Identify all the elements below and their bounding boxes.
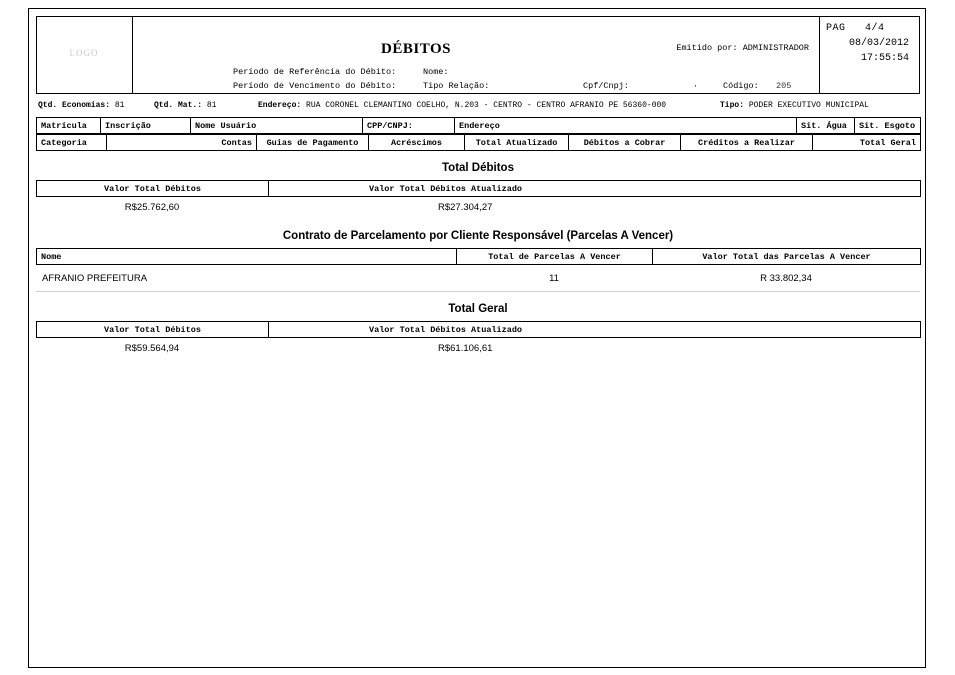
col-guias-pagamento: Guias de Pagamento bbox=[257, 135, 369, 151]
table-row bbox=[37, 322, 921, 338]
col-categoria: Categoria bbox=[37, 135, 107, 151]
total-geral-value-1: R$59.564,94 bbox=[124, 343, 180, 354]
tipo-label: Tipo: bbox=[720, 101, 745, 110]
company-logo-icon: LOGO bbox=[69, 48, 99, 58]
qtd-mat-value: 81 bbox=[206, 101, 217, 110]
col-total-geral: Total Geral bbox=[813, 135, 921, 151]
columns-header-row-2 bbox=[36, 134, 921, 151]
nome-label: Nome: bbox=[423, 67, 449, 77]
col-sit-agua: Sit. Água bbox=[797, 118, 855, 134]
section-title-contrato: Contrato de Parcelamento por Cliente Responsável (Parcelas A Vencer) bbox=[282, 230, 674, 242]
report-sheet bbox=[28, 8, 926, 668]
table-row bbox=[36, 338, 920, 360]
header-fields bbox=[133, 65, 819, 93]
report-content bbox=[36, 16, 920, 360]
report-header bbox=[36, 16, 920, 94]
contract-row-total-parcelas: 11 bbox=[456, 265, 652, 292]
col-contas: Contas bbox=[107, 135, 257, 151]
total-geral-table bbox=[36, 321, 921, 338]
table-row bbox=[37, 249, 921, 265]
periodo-referencia-label: Período de Referência do Débito: bbox=[233, 67, 397, 77]
periodo-vencimento-label: Período de Vencimento do Débito: bbox=[233, 81, 397, 91]
table-row bbox=[37, 135, 921, 151]
col-total-atualizado: Total Atualizado bbox=[465, 135, 569, 151]
tipo-value: PODER EXECUTIVO MUNICIPAL bbox=[748, 101, 869, 110]
contract-header-nome: Nome bbox=[37, 249, 457, 265]
qtd-mat-label: Qtd. Mat.: bbox=[154, 101, 203, 110]
page-label: PAG bbox=[826, 23, 846, 34]
total-debitos-value-2: R$27.304,27 bbox=[438, 202, 493, 213]
contract-header-valor-total: Valor Total das Parcelas A Vencer bbox=[653, 249, 921, 265]
document-title: DÉBITOS bbox=[381, 41, 451, 57]
contract-row-valor-total: R 33.802,34 bbox=[652, 265, 920, 292]
section-title-total-debitos: Total Débitos bbox=[442, 162, 514, 174]
tipo-relacao-label: Tipo Relação: bbox=[423, 81, 490, 91]
columns-header-row-1 bbox=[36, 117, 921, 134]
emitted-by-label: Emitido por: bbox=[676, 43, 738, 53]
page-info-box bbox=[819, 17, 919, 93]
logo-box bbox=[37, 17, 133, 93]
qtd-economias bbox=[38, 100, 124, 112]
table-row bbox=[37, 118, 921, 134]
section-title-total-geral: Total Geral bbox=[448, 303, 508, 315]
header-field-row-2 bbox=[133, 79, 819, 93]
col-acrescimos: Acréscimos bbox=[369, 135, 465, 151]
total-geral-values bbox=[36, 338, 920, 360]
total-debitos-table bbox=[36, 180, 921, 197]
endereco-summary bbox=[258, 100, 666, 112]
col-inscricao: Inscrição bbox=[101, 118, 191, 134]
contract-header-total-parcelas: Total de Parcelas A Vencer bbox=[457, 249, 653, 265]
page-number-line bbox=[826, 21, 913, 36]
summary-line bbox=[36, 100, 920, 112]
emitted-by bbox=[676, 43, 809, 53]
total-debitos-value-1: R$25.762,60 bbox=[124, 202, 180, 213]
col-matricula: Matrícula bbox=[37, 118, 101, 134]
endereco-label: Endereço: bbox=[258, 101, 302, 110]
tipo-summary bbox=[720, 100, 869, 112]
col-cpf-cnpj: CPP/CNPJ: bbox=[363, 118, 455, 134]
col-endereco: Endereço bbox=[455, 118, 797, 134]
total-geral-header-2: Valor Total Débitos Atualizado bbox=[269, 322, 921, 338]
qtd-economias-label: Qtd. Economias: bbox=[38, 101, 111, 110]
codigo-value: 205 bbox=[776, 81, 792, 91]
codigo-label: Código: bbox=[723, 81, 759, 91]
total-debitos-header-1: Valor Total Débitos bbox=[37, 181, 269, 197]
contract-table-header bbox=[36, 248, 921, 265]
table-row bbox=[36, 265, 920, 292]
report-date: 08/03/2012 bbox=[848, 38, 909, 49]
cpf-cnpj-label: Cpf/Cnpj: bbox=[583, 81, 629, 91]
qtd-economias-value: 81 bbox=[114, 101, 125, 110]
header-field-row-1 bbox=[133, 65, 819, 79]
col-debitos-cobrar: Débitos a Cobrar bbox=[569, 135, 681, 151]
total-geral-header-1: Valor Total Débitos bbox=[37, 322, 269, 338]
total-geral-value-2: R$61.106,61 bbox=[438, 343, 493, 354]
table-row bbox=[36, 197, 920, 219]
report-time: 17:55:54 bbox=[860, 53, 909, 64]
total-debitos-header-2: Valor Total Débitos Atualizado bbox=[269, 181, 921, 197]
col-creditos-realizar: Créditos a Realizar bbox=[681, 135, 813, 151]
contract-row-nome: AFRANIO PREFEITURA bbox=[36, 265, 456, 292]
emitted-by-value: ADMINISTRADOR bbox=[742, 43, 809, 53]
page-value: 4/4 bbox=[865, 23, 885, 34]
endereco-value: RUA CORONEL CLEMANTINO COELHO, N.203 - CENTRO - CENTRO AFRANIO PE 56360-000 bbox=[306, 101, 667, 110]
contract-table-body bbox=[36, 265, 920, 292]
header-main bbox=[133, 17, 819, 93]
col-sit-esgoto: Sit. Esgoto bbox=[855, 118, 921, 134]
separator-dot: · bbox=[693, 81, 699, 91]
qtd-matriculas bbox=[154, 100, 216, 112]
total-debitos-values bbox=[36, 197, 920, 219]
table-row bbox=[37, 181, 921, 197]
col-nome-usuario: Nome Usuário bbox=[191, 118, 363, 134]
